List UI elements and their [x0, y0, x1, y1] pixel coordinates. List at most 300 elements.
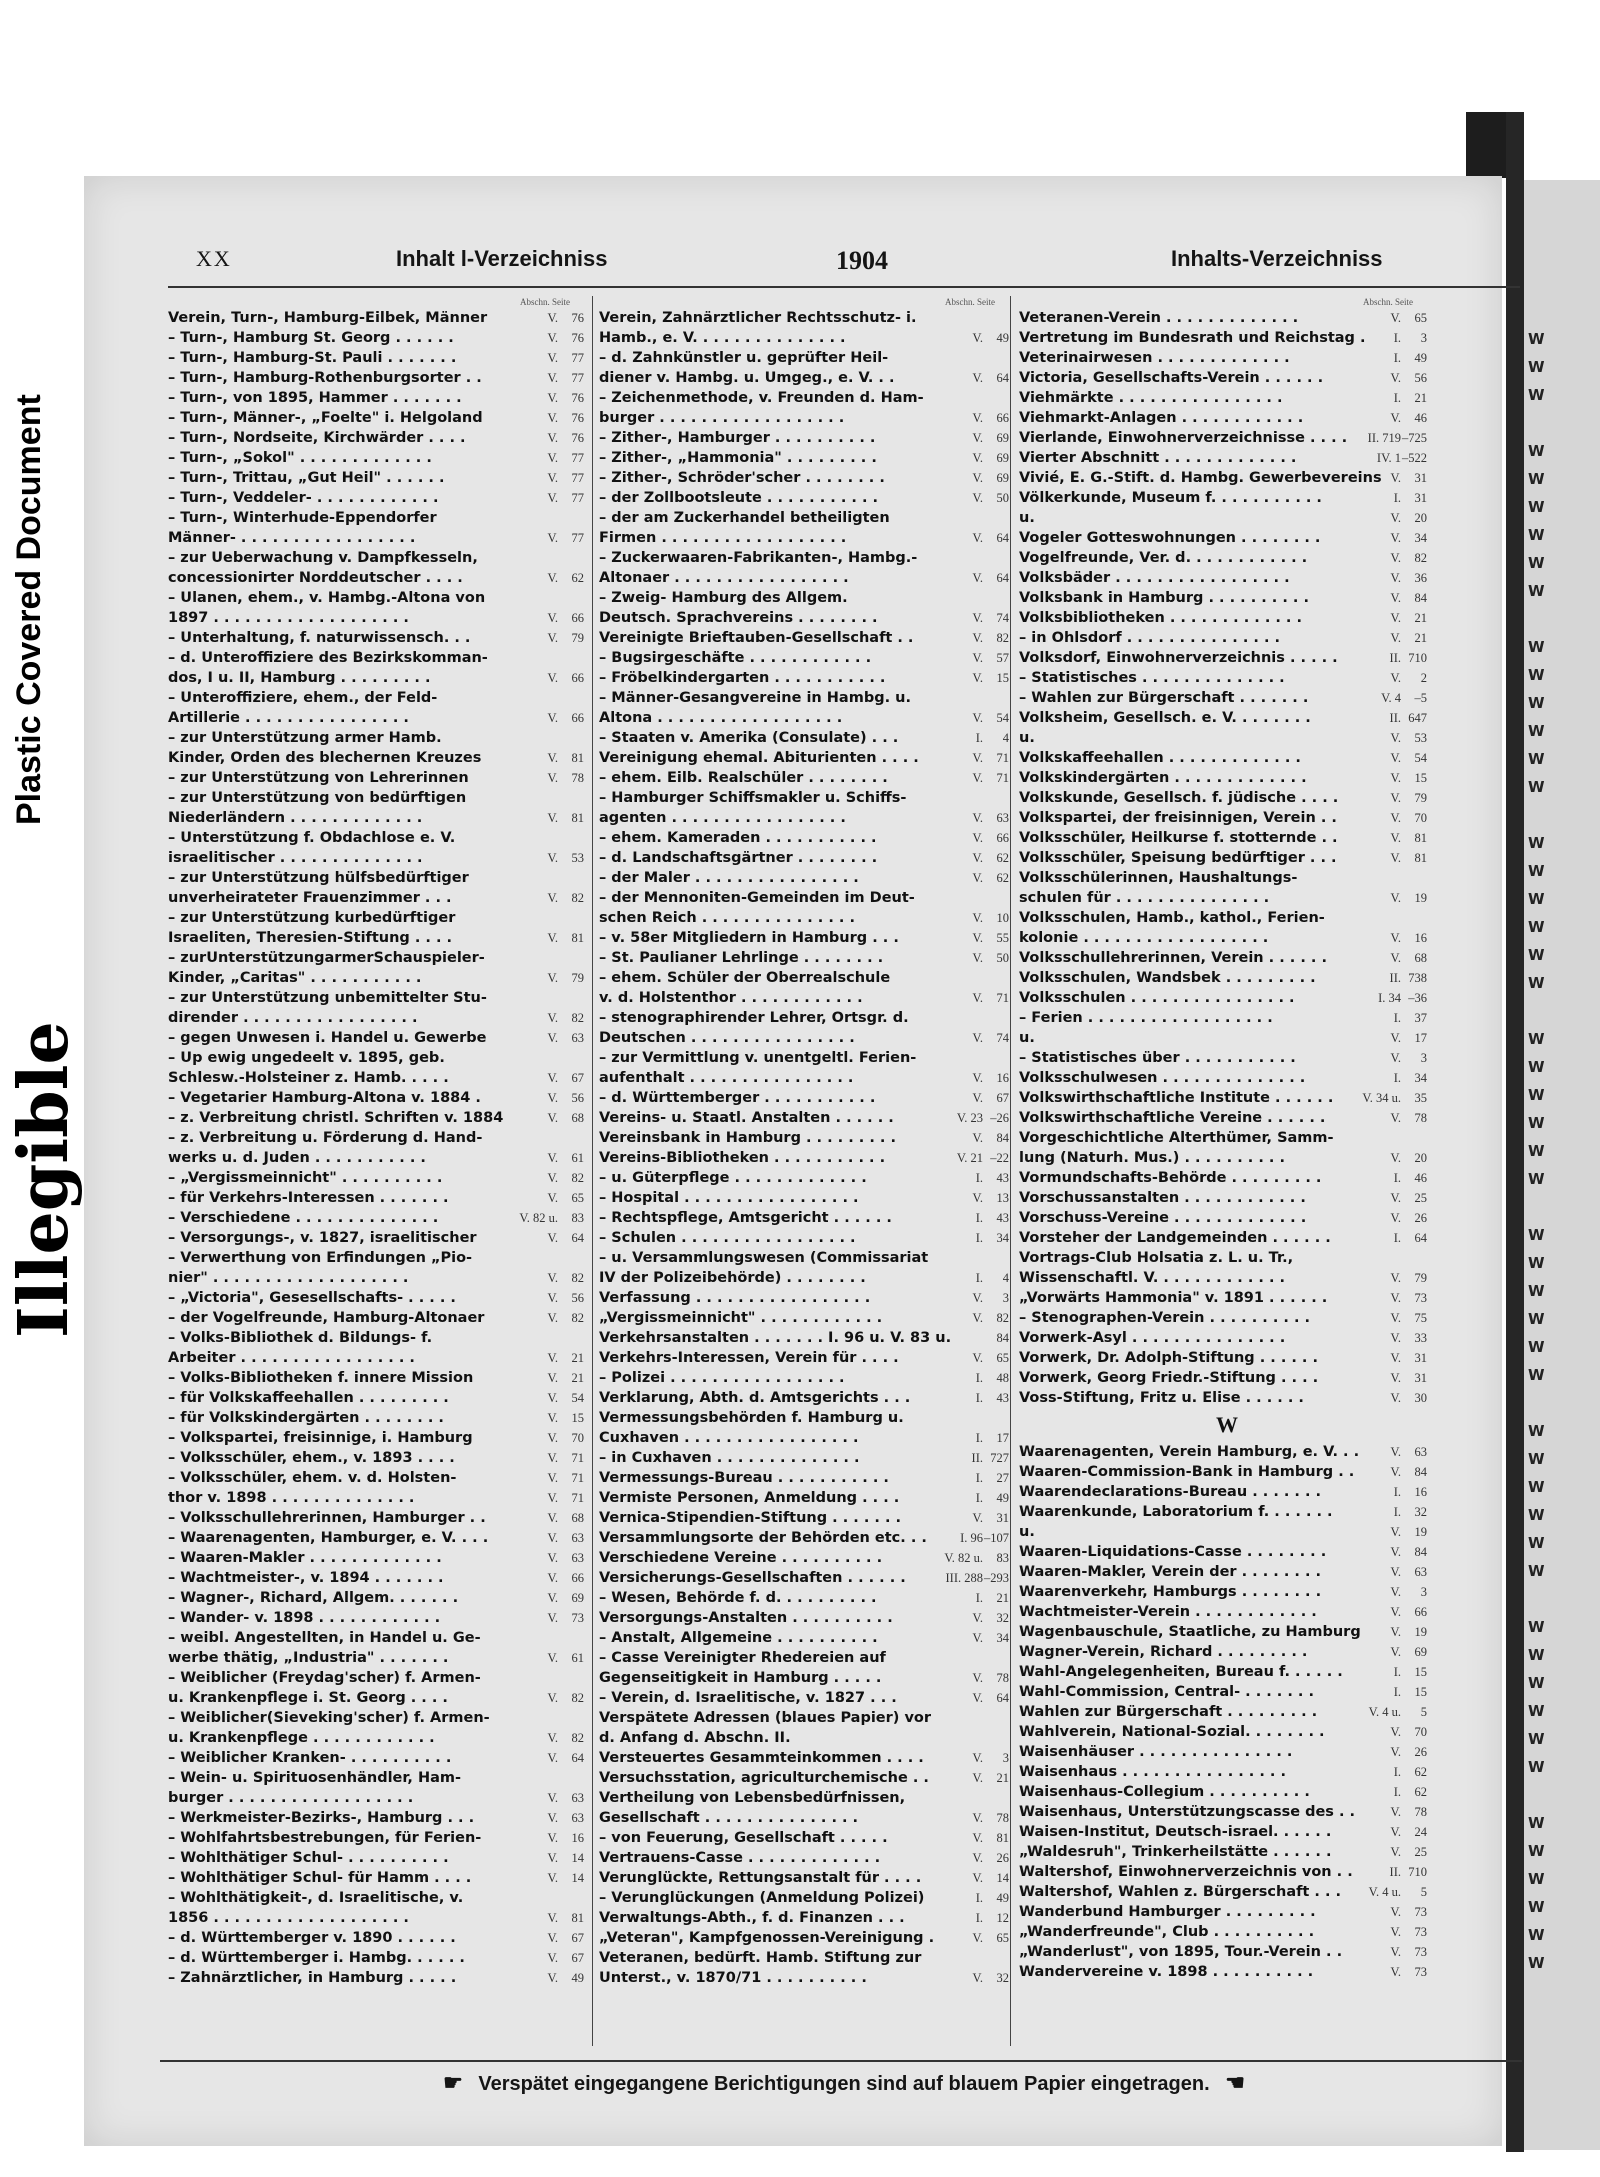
entry-page: –26	[990, 1111, 1009, 1125]
index-entry	[168, 1828, 592, 1848]
index-entry	[168, 1048, 592, 1068]
entry-title: Firmen . . . . . . . . . . . . . . . . . .	[599, 530, 847, 546]
index-entry	[168, 528, 592, 548]
index-entry	[168, 448, 592, 468]
entry-title: – Unterhaltung, f. naturwissensch. . .	[168, 630, 471, 646]
entry-page: 2	[1420, 671, 1427, 685]
index-entry	[1019, 1442, 1435, 1462]
entry-section: V.	[547, 471, 558, 485]
entry-page: 79	[571, 971, 584, 985]
index-entry	[1019, 1722, 1435, 1742]
entry-section: V.	[972, 671, 983, 685]
index-entry	[599, 1428, 1017, 1448]
entry-title: Vierter Abschnitt . . . . . . . . . . . . .	[1019, 450, 1297, 466]
index-entry	[168, 1208, 592, 1228]
entry-page: 69	[1414, 1645, 1427, 1659]
entry-page: 77	[571, 451, 584, 465]
entry-title: Volksschüler, Heilkurse f. stotternde . .	[1019, 830, 1338, 846]
index-entry	[599, 1108, 1017, 1128]
entry-page: 34	[996, 1631, 1009, 1645]
index-entry	[599, 828, 1017, 848]
index-entry	[168, 868, 592, 888]
entry-page: 62	[1414, 1785, 1427, 1799]
index-entry	[599, 1228, 1017, 1248]
entry-title: schulen für . . . . . . . . . . . . . . .	[1019, 890, 1270, 906]
entry-title: Volksbäder . . . . . . . . . . . . . . . . .	[1019, 570, 1290, 586]
entry-title: Waltershof, Einwohnerverzeichnis von . .	[1019, 1864, 1353, 1880]
entry-page: 3	[1002, 1751, 1009, 1765]
entry-title: – Vegetarier Hamburg-Altona v. 1884 .	[168, 1090, 481, 1106]
index-entry	[1019, 1822, 1435, 1842]
index-entry	[168, 1348, 592, 1368]
entry-section: V.	[972, 1851, 983, 1865]
entry-section: I.	[975, 1431, 983, 1445]
index-entry	[599, 1848, 1017, 1868]
entry-section: V.	[972, 1811, 983, 1825]
index-entry	[599, 1488, 1017, 1508]
entry-section: V.	[547, 1111, 558, 1125]
entry-title: Vogelfreunde, Ver. d. . . . . . . . . . . .	[1019, 550, 1308, 566]
index-entry	[168, 1468, 592, 1488]
entry-title: – z. Verbreitung christl. Schriften v. 1884	[168, 1110, 504, 1126]
entry-title: – „Vergissmeinnicht" . . . . . . . . . .	[168, 1170, 443, 1186]
index-entry	[168, 1588, 592, 1608]
index-entry	[599, 1688, 1017, 1708]
entry-title: – Schulen . . . . . . . . . . . . . . . . .	[599, 1230, 856, 1246]
entry-title: Waisenhaus . . . . . . . . . . . . . . . .	[1019, 1764, 1286, 1780]
entry-section: V.	[547, 711, 558, 725]
entry-section: V.	[1390, 1525, 1401, 1539]
entry-title: Wagner-Verein, Richard . . . . . . . . .	[1019, 1644, 1308, 1660]
entry-title: – zur Unterstützung hülfsbedürftiger	[168, 870, 469, 886]
entry-page: 647	[1408, 711, 1427, 725]
entry-page: 70	[1414, 1725, 1427, 1739]
index-entry	[168, 848, 592, 868]
entry-page: 63	[571, 1551, 584, 1565]
entry-title: – Volks-Bibliothek d. Bildungs- f.	[168, 1330, 433, 1346]
entry-title: – der Vogelfreunde, Hamburg-Altonaer	[168, 1310, 485, 1326]
entry-page: 64	[996, 571, 1009, 585]
entry-title: – für Verkehrs-Interessen . . . . . . .	[168, 1190, 449, 1206]
index-entry	[1019, 868, 1435, 888]
index-entry	[1019, 1642, 1435, 1662]
entry-section: V.	[547, 1551, 558, 1565]
entry-title: Versammlungsorte der Behörden etc. . .	[599, 1530, 927, 1546]
index-entry	[599, 1168, 1017, 1188]
entry-section: V.	[547, 331, 558, 345]
entry-section: I. 34	[1378, 991, 1401, 1005]
index-entry	[599, 1588, 1017, 1608]
entry-section: V.	[547, 1731, 558, 1745]
index-entry	[168, 748, 592, 768]
index-entry	[599, 968, 1017, 988]
entry-title: – Ferien . . . . . . . . . . . . . . . . . .	[1019, 1010, 1273, 1026]
entry-section: V. 4 u.	[1368, 1705, 1401, 1719]
entry-page: 64	[1414, 1231, 1427, 1245]
index-entry	[1019, 608, 1435, 628]
entry-title: Volksschulen, Hamb., kathol., Ferien-	[1019, 910, 1325, 926]
entry-title: Wahl-Commission, Central- . . . . . . .	[1019, 1684, 1314, 1700]
adjacent-page-fragment: W	[1528, 694, 1545, 712]
entry-page: 76	[571, 331, 584, 345]
index-entry	[168, 1548, 592, 1568]
entry-section: II.	[1389, 971, 1401, 985]
entry-section: V.	[972, 1071, 983, 1085]
index-entry	[168, 908, 592, 928]
index-entry	[168, 1848, 592, 1868]
index-entry	[1019, 388, 1435, 408]
entry-page: 67	[571, 1071, 584, 1085]
entry-title: – Unterstützung f. Obdachlose e. V.	[168, 830, 456, 846]
entry-page: 68	[571, 1111, 584, 1125]
entry-section: V.	[1390, 1545, 1401, 1559]
entry-section: V.	[547, 811, 558, 825]
entry-section: I.	[1393, 1171, 1401, 1185]
entry-title: – ehem. Kameraden . . . . . . . . . . .	[599, 830, 877, 846]
entry-section: V.	[1390, 1645, 1401, 1659]
index-column-2	[592, 296, 1017, 2046]
index-entry	[599, 1348, 1017, 1368]
entry-title: – d. Landschaftsgärtner . . . . . . . .	[599, 850, 878, 866]
entry-title: Volkspartei, der freisinnigen, Verein . .	[1019, 810, 1337, 826]
entry-section: V.	[547, 931, 558, 945]
entry-page: 64	[996, 371, 1009, 385]
index-entry	[1019, 1168, 1435, 1188]
entry-page: 82	[571, 1271, 584, 1285]
index-entry	[599, 928, 1017, 948]
index-entry	[1019, 588, 1435, 608]
index-entry	[168, 1008, 592, 1028]
entry-page: 68	[1414, 951, 1427, 965]
index-entry	[168, 1088, 592, 1108]
entry-section: II.	[1389, 1865, 1401, 1879]
index-entry	[1019, 908, 1435, 928]
entry-title: Volksbibliotheken . . . . . . . . . . . . .	[1019, 610, 1302, 626]
index-entry	[599, 1748, 1017, 1768]
index-entry	[1019, 528, 1435, 548]
entry-title: – von Feuerung, Gesellschaft . . . . .	[599, 1830, 888, 1846]
adjacent-page-fragment: W	[1528, 750, 1545, 768]
entry-title: – ehem. Schüler der Oberrealschule	[599, 970, 891, 986]
entry-page: 21	[571, 1351, 584, 1365]
index-entry	[599, 808, 1017, 828]
entry-title: burger . . . . . . . . . . . . . . . . . .	[168, 1790, 414, 1806]
index-entry	[168, 1128, 592, 1148]
entry-page: 70	[1414, 811, 1427, 825]
entry-title: Versuchsstation, agriculturchemische . .	[599, 1770, 929, 1786]
entry-title: Verkehrsanstalten . . . . . . . I. 96 u. V. 83 u.	[599, 1330, 952, 1346]
index-entry	[1019, 1068, 1435, 1088]
index-entry	[168, 708, 592, 728]
entry-title: thor v. 1898 . . . . . . . . . . . . . .	[168, 1490, 415, 1506]
entry-title: Vereins- u. Staatl. Anstalten . . . . . .	[599, 1110, 894, 1126]
adjacent-page-fragment: W	[1528, 1898, 1545, 1916]
entry-page: 78	[1414, 1805, 1427, 1819]
entry-title: lung (Naturh. Mus.) . . . . . . . . . .	[1019, 1150, 1285, 1166]
index-entry	[1019, 1288, 1435, 1308]
document-page	[84, 176, 1502, 2146]
entry-page: 81	[571, 751, 584, 765]
index-entry	[1019, 1902, 1435, 1922]
entry-page: 710	[1408, 1865, 1427, 1879]
index-entry	[599, 628, 1017, 648]
entry-section: II.	[971, 1451, 983, 1465]
entry-page: 78	[1414, 1111, 1427, 1125]
entry-title: – ehem. Eilb. Realschüler . . . . . . . .	[599, 770, 888, 786]
index-entry	[599, 1568, 1017, 1588]
entry-section: I.	[975, 1371, 983, 1385]
entry-page: 49	[996, 1891, 1009, 1905]
entry-title: Vorschussanstalten . . . . . . . . . . . .	[1019, 1190, 1306, 1206]
entry-page: 81	[571, 931, 584, 945]
index-entry	[1019, 1368, 1435, 1388]
entry-title: – Turn-, von 1895, Hammer . . . . . . .	[168, 390, 462, 406]
entry-title: Vogeler Gotteswohnungen . . . . . . . .	[1019, 530, 1321, 546]
index-entry	[1019, 368, 1435, 388]
entry-section: V.	[972, 1931, 983, 1945]
index-entry	[599, 1948, 1017, 1968]
entry-title: Wagenbauschule, Staatliche, zu Hamburg	[1019, 1624, 1361, 1640]
entry-page: 73	[1414, 1291, 1427, 1305]
entry-section: V.	[1390, 1805, 1401, 1819]
index-entry	[168, 808, 592, 828]
adjacent-page-fragment: W	[1528, 386, 1545, 404]
entry-page: 4	[1002, 1271, 1009, 1285]
entry-page: 35	[1414, 1091, 1427, 1105]
scan-edge-right	[1506, 112, 1524, 2152]
index-entry	[599, 1328, 1017, 1348]
entry-page: 13	[996, 1191, 1009, 1205]
entry-section: I.	[975, 731, 983, 745]
index-entry	[1019, 1842, 1435, 1862]
index-entry	[599, 988, 1017, 1008]
entry-title: – zur Unterstützung unbemittelter Stu-	[168, 990, 487, 1006]
entry-page: 56	[571, 1091, 584, 1105]
entry-title: Verfassung . . . . . . . . . . . . . . . . .	[599, 1290, 871, 1306]
entry-page: 82	[571, 1011, 584, 1025]
entry-section: V.	[1390, 1151, 1401, 1165]
entry-page: 33	[1414, 1331, 1427, 1345]
entry-page: 62	[996, 851, 1009, 865]
header-title-right: Inhalts-Verzeichniss	[1171, 246, 1383, 271]
entry-section: V.	[972, 491, 983, 505]
index-entry	[168, 468, 592, 488]
entry-title: – Zeichenmethode, v. Freunden d. Ham-	[599, 390, 924, 406]
index-entry	[1019, 1008, 1435, 1028]
entry-page: 46	[1414, 411, 1427, 425]
adjacent-page-fragment: W	[1528, 918, 1545, 936]
entry-section: V.	[972, 1351, 983, 1365]
entry-section: V.	[547, 1151, 558, 1165]
entry-section: V.	[547, 411, 558, 425]
entry-section: V. 82 u.	[519, 1211, 558, 1225]
entry-section: V.	[1390, 751, 1401, 765]
entry-section: V.	[1390, 1905, 1401, 1919]
entry-section: V.	[1390, 611, 1401, 625]
index-entry	[168, 408, 592, 428]
entry-page: 64	[571, 1231, 584, 1245]
entry-title: Vermessungs-Bureau . . . . . . . . . . .	[599, 1470, 889, 1486]
entry-page: 63	[1414, 1565, 1427, 1579]
entry-page: 73	[1414, 1925, 1427, 1939]
index-entry	[168, 928, 592, 948]
entry-page: 63	[1414, 1445, 1427, 1459]
entry-title: Altona . . . . . . . . . . . . . . . . . .	[599, 710, 843, 726]
index-entry	[168, 728, 592, 748]
entry-page: –522	[1402, 451, 1427, 465]
entry-page: 36	[1414, 571, 1427, 585]
entry-title: – Zuckerwaaren-Fabrikanten-, Hambg.-	[599, 550, 918, 566]
entry-title: Verkehrs-Interessen, Verein für . . . .	[599, 1350, 899, 1366]
index-entry	[1019, 488, 1435, 508]
entry-page: 81	[571, 1911, 584, 1925]
entry-page: 74	[996, 1031, 1009, 1045]
adjacent-page-fragment: W	[1528, 1226, 1545, 1244]
index-entry	[1019, 1328, 1435, 1348]
entry-page: 65	[1414, 311, 1427, 325]
entry-title: Vereins-Bibliotheken . . . . . . . . . . .	[599, 1150, 886, 1166]
entry-title: Vorwerk-Asyl . . . . . . . . . . . . . . .	[1019, 1330, 1286, 1346]
entry-title: – der Mennoniten-Gemeinden im Deut-	[599, 890, 915, 906]
index-entry	[1019, 1782, 1435, 1802]
entry-section: V.	[547, 631, 558, 645]
index-entry	[168, 1028, 592, 1048]
entry-title: – Werkmeister-Bezirks-, Hamburg . . .	[168, 1810, 475, 1826]
entry-section: V.	[547, 671, 558, 685]
index-entry	[599, 608, 1017, 628]
entry-section: I.	[975, 1211, 983, 1225]
index-column-3	[1010, 296, 1435, 2046]
index-entry	[1019, 408, 1435, 428]
entry-section: V.	[972, 951, 983, 965]
entry-section: V.	[547, 611, 558, 625]
entry-title: – Wein- u. Spirituosenhändler, Ham-	[168, 1770, 462, 1786]
index-entry	[599, 1788, 1017, 1808]
entry-title: – zurUnterstützungarmerSchauspieler-	[168, 950, 485, 966]
entry-title: – Anstalt, Allgemeine . . . . . . . . . .	[599, 1630, 878, 1646]
entry-section: V.	[1390, 1965, 1401, 1979]
entry-title: – Statistisches . . . . . . . . . . . . . .	[1019, 670, 1285, 686]
entry-title: Cuxhaven . . . . . . . . . . . . . . . . .	[599, 1430, 859, 1446]
entry-section: I.	[1393, 1685, 1401, 1699]
entry-section: V.	[972, 1091, 983, 1105]
entry-page: 61	[571, 1651, 584, 1665]
entry-section: V.	[972, 1831, 983, 1845]
entry-section: I.	[975, 1911, 983, 1925]
entry-section: V.	[972, 711, 983, 725]
entry-title: Waisenhaus-Collegium . . . . . . . . . .	[1019, 1784, 1310, 1800]
entry-page: 21	[1414, 391, 1427, 405]
index-entry	[168, 1528, 592, 1548]
entry-title: – Hamburger Schiffsmakler u. Schiffs-	[599, 790, 907, 806]
index-entry	[1019, 1582, 1435, 1602]
entry-title: Waaren-Makler, Verein der . . . . . . . .	[1019, 1564, 1322, 1580]
index-entry	[599, 1708, 1017, 1728]
index-entry	[168, 1668, 592, 1688]
index-entry	[599, 1368, 1017, 1388]
index-entry	[1019, 1682, 1435, 1702]
entry-page: 49	[996, 331, 1009, 345]
index-entry	[168, 1648, 592, 1668]
adjacent-page-fragment: W	[1528, 1562, 1545, 1580]
entry-title: Veterinairwesen . . . . . . . . . . . . .	[1019, 350, 1290, 366]
entry-section: V.	[547, 1651, 558, 1665]
entry-title: – Wesen, Behörde f. d. . . . . . . . . .	[599, 1590, 877, 1606]
entry-page: 84	[1414, 1465, 1427, 1479]
entry-page: 63	[571, 1031, 584, 1045]
index-entry	[599, 1508, 1017, 1528]
entry-page: 65	[571, 1191, 584, 1205]
index-entry	[1019, 748, 1435, 768]
entry-title: – Weiblicher (Freydag'scher) f. Armen-	[168, 1670, 481, 1686]
entry-page: 78	[996, 1811, 1009, 1825]
adjacent-page-fragment: W	[1528, 778, 1545, 796]
entry-title: Volksschulwesen . . . . . . . . . . . . . .	[1019, 1070, 1306, 1086]
entry-section: V.	[547, 1031, 558, 1045]
entry-section: V.	[972, 1671, 983, 1685]
entry-section: V.	[1390, 1605, 1401, 1619]
entry-title: Versicherungs-Gesellschaften . . . . . .	[599, 1570, 906, 1586]
entry-page: 81	[571, 811, 584, 825]
entry-page: 21	[1414, 631, 1427, 645]
entry-section: V.	[1390, 931, 1401, 945]
entry-page: 27	[996, 1471, 1009, 1485]
entry-section: V.	[1390, 731, 1401, 745]
index-entry	[599, 508, 1017, 528]
index-entry	[168, 1428, 592, 1448]
entry-title: Vorwerk, Georg Friedr.-Stiftung . . . .	[1019, 1370, 1319, 1386]
adjacent-page-fragment: W	[1528, 1954, 1545, 1972]
adjacent-page-fragment: W	[1528, 526, 1545, 544]
entry-title: Versorgungs-Anstalten . . . . . . . . . .	[599, 1610, 893, 1626]
entry-section: V.	[547, 1191, 558, 1205]
entry-page: 15	[996, 671, 1009, 685]
adjacent-page-fragment: W	[1528, 1142, 1545, 1160]
entry-page: 68	[571, 1511, 584, 1525]
adjacent-page-fragment: W	[1528, 1254, 1545, 1272]
entry-section: V.	[972, 431, 983, 445]
entry-title: Vertretung im Bundesrath und Reichstag .	[1019, 330, 1366, 346]
entry-section: V.	[972, 1751, 983, 1765]
entry-section: V. 4	[1381, 691, 1401, 705]
entry-page: 67	[571, 1931, 584, 1945]
entry-section: V.	[972, 931, 983, 945]
entry-section: V.	[972, 1311, 983, 1325]
index-entry	[1019, 808, 1435, 828]
entry-title: Hamb., e. V. . . . . . . . . . . . . . .	[599, 330, 846, 346]
entry-page: 73	[1414, 1905, 1427, 1919]
entry-page: 31	[1414, 1351, 1427, 1365]
index-entry	[599, 1148, 1017, 1168]
adjacent-page-fragment: W	[1528, 1646, 1545, 1664]
index-entry	[168, 1768, 592, 1788]
index-entry	[1019, 1882, 1435, 1902]
entry-page: 78	[996, 1671, 1009, 1685]
entry-page: 53	[1414, 731, 1427, 745]
index-entry	[1019, 828, 1435, 848]
entry-title: Kinder, „Caritas" . . . . . . . . . . .	[168, 970, 422, 986]
adjacent-page-fragment: W	[1528, 1338, 1545, 1356]
entry-section: V.	[972, 771, 983, 785]
entry-page: 26	[1414, 1745, 1427, 1759]
entry-title: Wahl-Angelegenheiten, Bureau f. . . . . .	[1019, 1664, 1343, 1680]
entry-section: II. 719	[1367, 431, 1401, 445]
index-entry	[599, 1608, 1017, 1628]
index-entry	[168, 428, 592, 448]
entry-page: 73	[571, 1611, 584, 1625]
entry-title: – Volkspartei, freisinnige, i. Hamburg	[168, 1430, 473, 1446]
index-entry	[1019, 708, 1435, 728]
